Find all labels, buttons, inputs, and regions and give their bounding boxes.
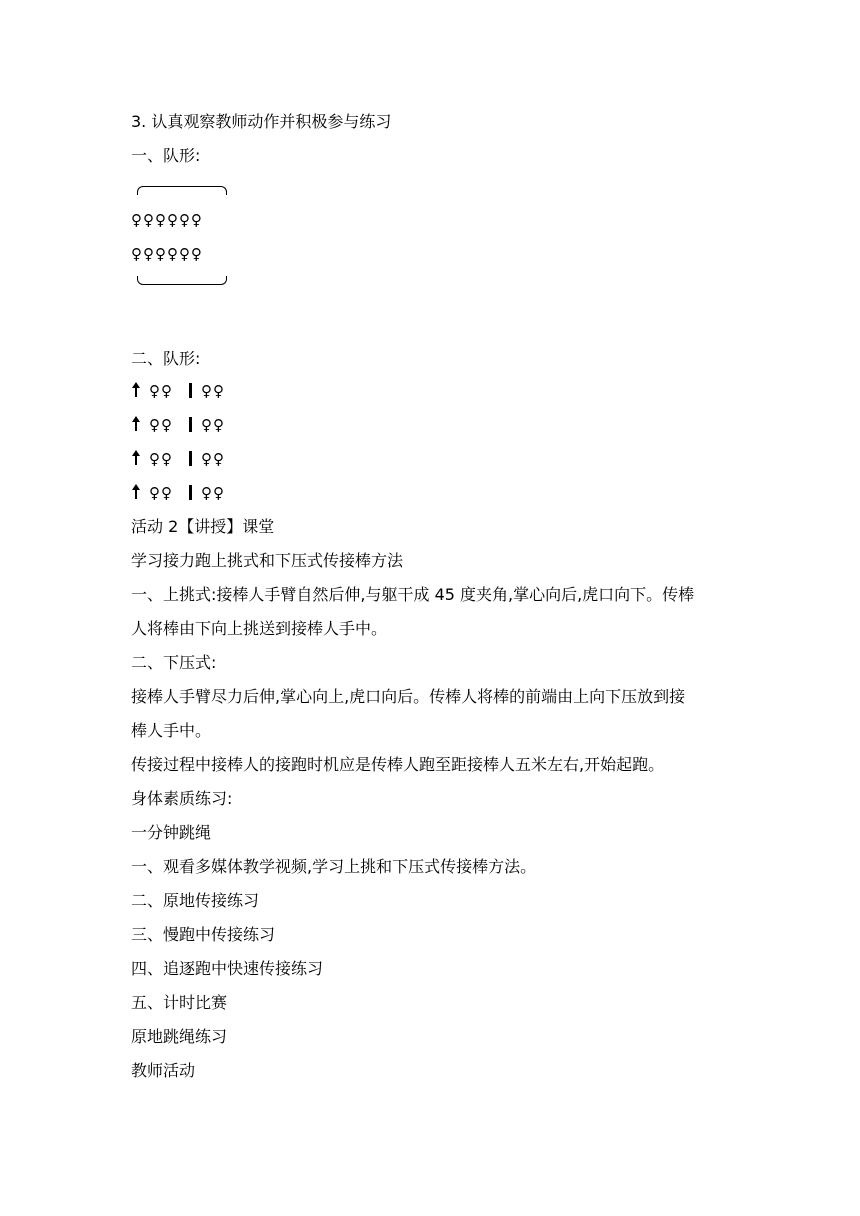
formation-divider-bar <box>189 451 192 466</box>
text-line-rope-practice: 原地跳绳练习 <box>131 1027 228 1046</box>
text-line-upward-method: 一、上挑式:接棒人手臂自然后伸,与躯干成 45 度夹角,掌心向后,虎口向下。传棒 <box>131 585 695 604</box>
up-arrow-icon <box>135 384 137 397</box>
text-line-jump-rope: 一分钟跳绳 <box>131 823 212 842</box>
formation-row-2: ♀♀♀♀♀♀ <box>131 245 203 263</box>
text-line-step-3: 3. 认真观察教师动作并积极参与练习 <box>131 112 392 131</box>
text-line-timed-race: 五、计时比赛 <box>131 993 228 1012</box>
up-arrow-icon <box>135 452 137 465</box>
text-line-learn-relay: 学习接力跑上挑式和下压式传接棒方法 <box>131 551 404 570</box>
formation-two-right-pair: ♀♀ <box>201 382 225 400</box>
text-line-watch-video: 一、观看多媒体教学视频,学习上挑和下压式传接棒方法。 <box>131 857 537 876</box>
formation-two-left-pair: ♀♀ <box>149 382 173 400</box>
text-line-fitness: 身体素质练习: <box>131 789 233 808</box>
formation-two-left-pair: ♀♀ <box>149 416 173 434</box>
formation-divider-bar <box>189 383 192 398</box>
formation-two-left-pair: ♀♀ <box>149 450 173 468</box>
formation-divider-bar <box>189 417 192 432</box>
formation-bottom-bracket <box>137 276 227 285</box>
formation-row-1: ♀♀♀♀♀♀ <box>131 211 203 229</box>
formation-two-left-pair: ♀♀ <box>149 484 173 502</box>
text-line-stationary-practice: 二、原地传接练习 <box>131 891 260 910</box>
text-line-activity-2: 活动 2【讲授】课堂 <box>131 517 275 536</box>
formation-two-right-pair: ♀♀ <box>201 416 225 434</box>
text-line-downward-method-cont: 棒人手中。 <box>131 721 212 740</box>
formation-divider-bar <box>189 485 192 500</box>
text-line-teacher-activity: 教师活动 <box>131 1061 196 1080</box>
text-line-formation-two-heading: 二、队形: <box>131 349 201 368</box>
text-line-downward-heading: 二、下压式: <box>131 653 217 672</box>
text-line-downward-method: 接棒人手臂尽力后伸,掌心向上,虎口向后。传棒人将棒的前端由上向下压放到接 <box>131 687 686 706</box>
formation-two-right-pair: ♀♀ <box>201 450 225 468</box>
up-arrow-icon <box>135 418 137 431</box>
text-line-jogging-practice: 三、慢跑中传接练习 <box>131 925 276 944</box>
text-line-timing: 传接过程中接棒人的接跑时机应是传棒人跑至距接棒人五米左右,开始起跑。 <box>131 755 665 774</box>
formation-two-right-pair: ♀♀ <box>201 484 225 502</box>
text-line-upward-method-cont: 人将棒由下向上挑送到接棒人手中。 <box>131 619 388 638</box>
up-arrow-icon <box>135 486 137 499</box>
text-line-chase-practice: 四、追逐跑中快速传接练习 <box>131 959 324 978</box>
text-line-formation-one-heading: 一、队形: <box>131 146 201 165</box>
formation-top-bracket <box>137 186 227 195</box>
